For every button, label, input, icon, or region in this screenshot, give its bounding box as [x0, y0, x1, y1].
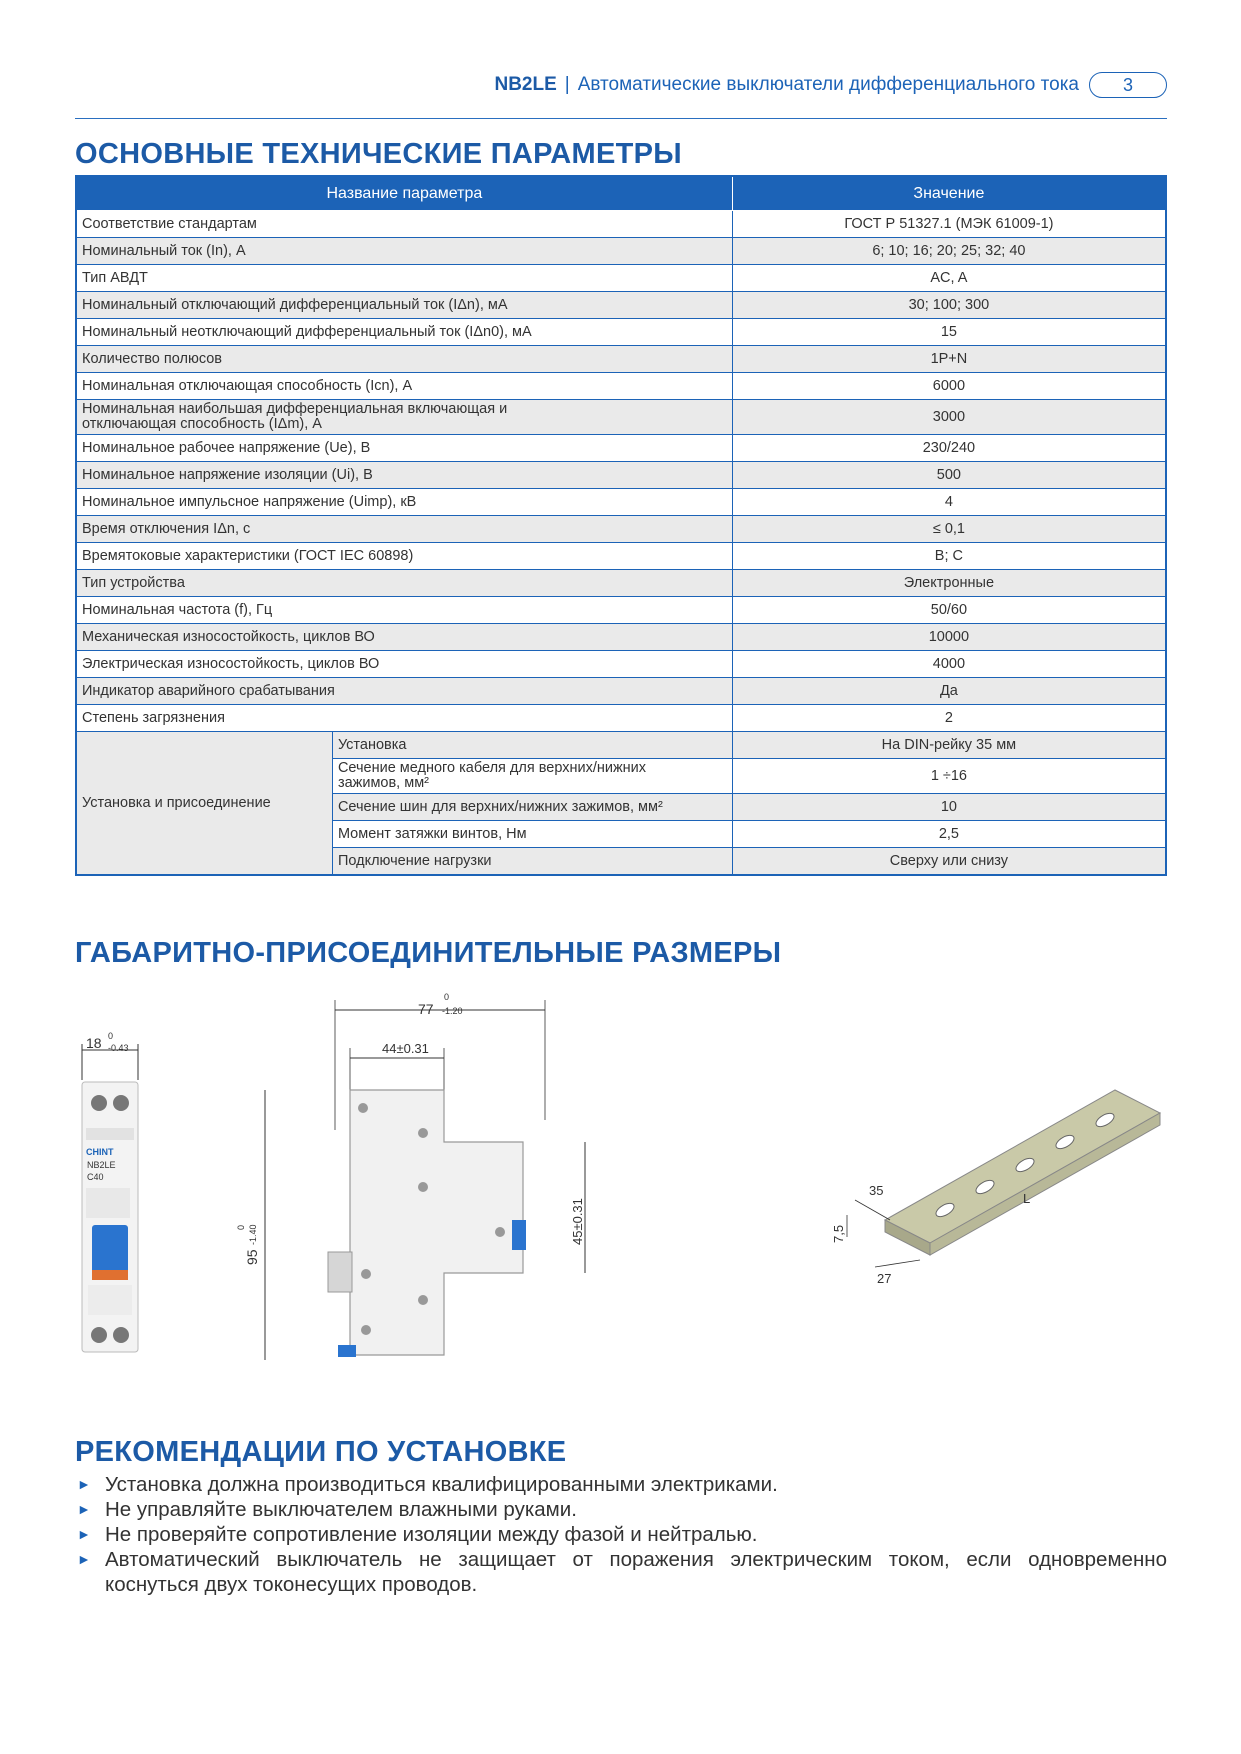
height-tol-upper: 0 — [236, 1224, 246, 1230]
brand-label: CHINT — [86, 1147, 114, 1157]
terminal-screw-icon — [91, 1095, 107, 1111]
total-width-label: 77 — [418, 1001, 434, 1017]
bullet-arrow-icon: ► — [77, 1501, 91, 1517]
spec-table — [75, 175, 1167, 876]
param-cell: Момент затяжки винтов, Нм — [332, 821, 732, 848]
section-title-recommendations: РЕКОМЕНДАЦИИ ПО УСТАНОВКЕ — [75, 1436, 567, 1468]
rivet-icon — [361, 1269, 371, 1279]
list-item — [75, 1547, 1167, 1597]
group-label-cell: Установка и присоединение — [76, 732, 332, 876]
din-rail-drawing — [831, 1075, 1170, 1305]
param-cell: Номинальная отключающая способность (Icn), А — [76, 373, 732, 400]
terminal-screw-icon — [113, 1327, 129, 1343]
trip-indicator — [92, 1270, 128, 1280]
rail-height-label: 7,5 — [831, 1224, 846, 1243]
value-cell: ≤ 0,1 — [732, 516, 1166, 543]
table-row — [76, 678, 1166, 705]
breaker-side-body — [350, 1090, 523, 1355]
table-row — [76, 732, 1166, 759]
header-text — [494, 74, 1079, 96]
rail-inner-dim-line — [875, 1260, 920, 1267]
col-header-param: Название параметра — [76, 176, 732, 211]
value-cell: 30; 100; 300 — [732, 292, 1166, 319]
recommendation-text: Установка должна производиться квалифицированными электриками. — [105, 1473, 778, 1496]
model-label: NB2LE — [87, 1160, 116, 1170]
table-row — [76, 211, 1166, 238]
table-row — [76, 597, 1166, 624]
rivet-icon — [418, 1295, 428, 1305]
table-row — [76, 292, 1166, 319]
table-row — [76, 373, 1166, 400]
param-cell: Соответствие стандартам — [76, 211, 732, 238]
param-cell — [332, 759, 732, 794]
rivet-icon — [495, 1227, 505, 1237]
header-divider — [75, 118, 1167, 119]
front-height-label: 45±0.31 — [570, 1198, 585, 1245]
table-row — [76, 238, 1166, 265]
table-row — [76, 570, 1166, 597]
table-header-row — [76, 176, 1166, 211]
col-header-value: Значение — [732, 176, 1166, 211]
param-cell: Номинальный ток (In), А — [76, 238, 732, 265]
value-cell: 3000 — [732, 400, 1166, 435]
param-cell: Времятоковые характеристики (ГОСТ IEC 60898) — [76, 543, 732, 570]
bullet-arrow-icon: ► — [77, 1551, 91, 1567]
label-plate — [86, 1128, 134, 1140]
side-view-drawing — [236, 990, 620, 1370]
table-row — [76, 489, 1166, 516]
value-cell: 230/240 — [732, 435, 1166, 462]
width-tol-upper: 0 — [108, 1031, 114, 1041]
front-width-label: 44±0.31 — [382, 1041, 429, 1056]
recommendation-text: Не проверяйте сопротивление изоляции между фазой и нейтралью. — [105, 1523, 758, 1546]
rail-width-dim-line — [855, 1200, 890, 1220]
rating-label: C40 — [87, 1172, 104, 1182]
header-separator: | — [564, 74, 570, 95]
param-cell: Количество полюсов — [76, 346, 732, 373]
rail-width-label: 35 — [869, 1183, 884, 1198]
rivet-icon — [418, 1128, 428, 1138]
rivet-icon — [418, 1182, 428, 1192]
table-row — [76, 400, 1166, 435]
recommendations-list — [75, 1472, 1167, 1597]
value-cell: Да — [732, 678, 1166, 705]
value-cell: 10 — [732, 794, 1166, 821]
value-cell: 10000 — [732, 624, 1166, 651]
param-cell: Тип устройства — [76, 570, 732, 597]
bullet-arrow-icon: ► — [77, 1476, 91, 1492]
width-tol-lower: -0.43 — [108, 1043, 129, 1053]
param-cell: Время отключения IΔn, с — [76, 516, 732, 543]
height-label: 95 — [244, 1249, 260, 1265]
height-tol-lower: -1.40 — [248, 1224, 258, 1245]
param-cell: Установка — [332, 732, 732, 759]
param-cell: Номинальный неотключающий дифференциальный ток (IΔn0), мА — [76, 319, 732, 346]
param-cell: Тип АВДТ — [76, 265, 732, 292]
page-number: 3 — [1089, 72, 1167, 98]
value-cell: 1 ÷16 — [732, 759, 1166, 794]
table-row — [76, 651, 1166, 678]
table-row — [76, 462, 1166, 489]
terminal-screw-icon — [113, 1095, 129, 1111]
total-width-tol-lower: -1.20 — [442, 1006, 463, 1016]
table-row — [76, 346, 1166, 373]
param-cell — [76, 400, 732, 435]
value-cell: 50/60 — [732, 597, 1166, 624]
table-row — [76, 705, 1166, 732]
list-item — [75, 1522, 1167, 1547]
value-cell: 6; 10; 16; 20; 25; 32; 40 — [732, 238, 1166, 265]
recommendation-text: Не управляйте выключателем влажными руками. — [105, 1498, 577, 1521]
value-cell: Электронные — [732, 570, 1166, 597]
value-cell: AC, A — [732, 265, 1166, 292]
value-cell: 4000 — [732, 651, 1166, 678]
value-cell: 2 — [732, 705, 1166, 732]
param-text: Сечение медного кабеля для верхних/нижних зажимов, мм² — [337, 760, 647, 791]
din-clip — [328, 1252, 352, 1292]
param-cell: Номинальное рабочее напряжение (Ue), В — [76, 435, 732, 462]
value-cell: ГОСТ Р 51327.1 (МЭК 61009-1) — [732, 211, 1166, 238]
header-model: NB2LE — [494, 74, 557, 95]
table-row — [76, 435, 1166, 462]
spec-print-area — [86, 1188, 130, 1218]
front-view-drawing — [70, 1030, 150, 1360]
value-cell: 15 — [732, 319, 1166, 346]
value-cell: На DIN-рейку 35 мм — [732, 732, 1166, 759]
din-latch-icon — [338, 1345, 356, 1357]
section-title-tech: ОСНОВНЫЕ ТЕХНИЧЕСКИЕ ПАРАМЕТРЫ — [75, 138, 682, 170]
param-cell: Подключение нагрузки — [332, 848, 732, 876]
table-row — [76, 516, 1166, 543]
param-cell: Номинальная частота (f), Гц — [76, 597, 732, 624]
param-cell: Номинальный отключающий дифференциальный ток (IΔn), мА — [76, 292, 732, 319]
page-header — [75, 72, 1167, 102]
section-title-dimensions: ГАБАРИТНО-ПРИСОЕДИНИТЕЛЬНЫЕ РАЗМЕРЫ — [75, 937, 782, 969]
rail-length-label: L — [1023, 1191, 1031, 1206]
terminal-screw-icon — [91, 1327, 107, 1343]
circuit-diagram-area — [88, 1285, 132, 1315]
value-cell: 500 — [732, 462, 1166, 489]
rivet-icon — [358, 1103, 368, 1113]
value-cell: 4 — [732, 489, 1166, 516]
param-cell: Номинальное импульсное напряжение (Uimp), кВ — [76, 489, 732, 516]
value-cell: 2,5 — [732, 821, 1166, 848]
list-item — [75, 1497, 1167, 1522]
bullet-arrow-icon: ► — [77, 1526, 91, 1542]
rivet-icon — [361, 1325, 371, 1335]
value-cell: 1P+N — [732, 346, 1166, 373]
side-lever-icon — [512, 1220, 526, 1250]
param-cell: Индикатор аварийного срабатывания — [76, 678, 732, 705]
table-row — [76, 624, 1166, 651]
width-dim-label: 18 — [86, 1035, 102, 1051]
param-cell: Механическая износостойкость, циклов ВО — [76, 624, 732, 651]
table-row — [76, 543, 1166, 570]
param-cell: Сечение шин для верхних/нижних зажимов, мм² — [332, 794, 732, 821]
table-row — [76, 319, 1166, 346]
list-item — [75, 1472, 1167, 1497]
value-cell: Сверху или снизу — [732, 848, 1166, 876]
table-row — [76, 265, 1166, 292]
param-text: Номинальная наибольшая дифференциальная включающая и отключающая способность (IΔm), А — [82, 401, 508, 432]
param-cell: Степень загрязнения — [76, 705, 732, 732]
recommendation-text: Автоматический выключатель не защищает от поражения электрическим током, если одновременно коснуться двух токонесущих проводов. — [105, 1548, 1167, 1596]
header-title: Автоматические выключатели дифференциального тока — [577, 74, 1079, 95]
param-cell: Электрическая износостойкость, циклов ВО — [76, 651, 732, 678]
param-cell: Номинальное напряжение изоляции (Ui), В — [76, 462, 732, 489]
value-cell: B; C — [732, 543, 1166, 570]
value-cell: 6000 — [732, 373, 1166, 400]
toggle-lever — [92, 1225, 128, 1277]
rail-inner-label: 27 — [877, 1271, 892, 1286]
total-width-tol-upper: 0 — [444, 992, 450, 1002]
